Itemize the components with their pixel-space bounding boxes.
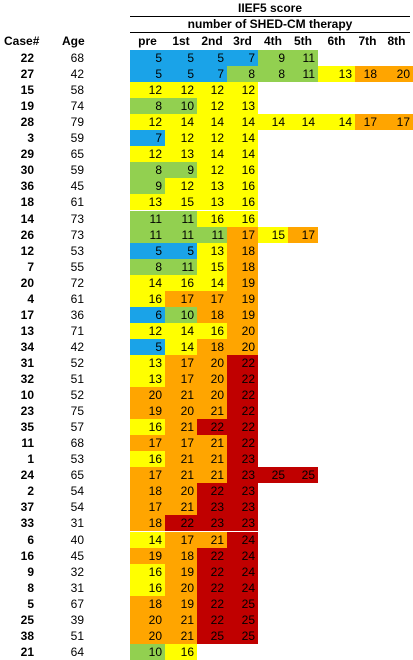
score-cell: 17 — [165, 371, 197, 387]
table-subtitle: number of SHED-CM therapy — [187, 17, 353, 31]
score-cell: 15 — [165, 194, 197, 210]
score-cell: 16 — [165, 644, 197, 660]
score-cell: 12 — [197, 162, 227, 178]
column-header-7th: 7th — [358, 34, 377, 48]
patient-age: 65 — [70, 468, 84, 483]
patient-age: 54 — [70, 484, 84, 499]
case-number: 13 — [20, 323, 34, 338]
score-cell: 21 — [165, 387, 197, 403]
score-cell: 6 — [130, 307, 165, 323]
column-header-3rd: 3rd — [233, 34, 252, 48]
column-header-6th: 6th — [327, 34, 346, 48]
column-header-age: Age — [62, 34, 85, 48]
case-number: 14 — [20, 211, 34, 226]
score-cell: 16 — [197, 323, 227, 339]
score-cell: 17 — [227, 227, 258, 243]
score-cell: 18 — [130, 596, 165, 612]
patient-age: 71 — [70, 323, 84, 338]
patient-age: 59 — [70, 163, 84, 178]
score-cell: 14 — [165, 339, 197, 355]
case-number: 30 — [20, 163, 34, 178]
score-cell: 23 — [227, 515, 258, 531]
score-cell: 16 — [130, 564, 165, 580]
score-cell: 17 — [130, 467, 165, 483]
score-cell: 12 — [130, 146, 165, 162]
patient-age: 61 — [70, 291, 84, 306]
patient-age: 65 — [70, 147, 84, 162]
patient-age: 53 — [70, 452, 84, 467]
score-cell: 22 — [227, 435, 258, 451]
score-cell: 13 — [197, 194, 227, 210]
score-cell: 14 — [288, 114, 318, 130]
score-cell: 20 — [165, 483, 197, 499]
score-cell: 18 — [130, 515, 165, 531]
case-number: 21 — [20, 644, 34, 659]
score-cell: 16 — [130, 451, 165, 467]
score-cell: 18 — [197, 339, 227, 355]
score-cell: 22 — [197, 596, 227, 612]
score-cell: 25 — [288, 467, 318, 483]
patient-age: 73 — [70, 227, 84, 242]
score-cell: 20 — [130, 387, 165, 403]
patient-age: 58 — [70, 83, 84, 98]
case-number: 5 — [27, 596, 34, 611]
score-cell: 22 — [165, 515, 197, 531]
case-number: 11 — [21, 436, 34, 451]
score-cell: 12 — [165, 82, 197, 98]
score-cell: 21 — [165, 467, 197, 483]
score-cell: 5 — [130, 66, 165, 82]
score-cell: 11 — [197, 227, 227, 243]
score-cell: 13 — [130, 355, 165, 371]
score-cell: 20 — [165, 403, 197, 419]
score-cell: 22 — [227, 355, 258, 371]
score-cell: 18 — [227, 259, 258, 275]
score-cell: 18 — [130, 483, 165, 499]
score-cell: 20 — [130, 612, 165, 628]
case-number: 6 — [27, 532, 34, 547]
patient-age: 39 — [70, 612, 84, 627]
patient-age: 31 — [70, 516, 84, 531]
score-cell: 21 — [197, 532, 227, 548]
patient-age: 32 — [70, 564, 84, 579]
score-cell: 16 — [227, 194, 258, 210]
score-cell: 22 — [197, 548, 227, 564]
column-header-8th: 8th — [387, 34, 406, 48]
case-number: 3 — [27, 131, 34, 146]
patient-age: 42 — [70, 339, 84, 354]
score-cell: 10 — [165, 307, 197, 323]
case-number: 32 — [20, 372, 34, 386]
score-cell: 20 — [227, 323, 258, 339]
case-number: 1 — [27, 452, 34, 467]
case-number: 22 — [20, 51, 34, 65]
score-cell: 20 — [130, 628, 165, 644]
case-number: 12 — [20, 243, 34, 258]
score-cell: 21 — [165, 451, 197, 467]
score-cell: 14 — [197, 146, 227, 162]
score-cell: 21 — [165, 628, 197, 644]
case-number: 37 — [20, 500, 34, 515]
patient-age: 36 — [70, 307, 84, 322]
score-cell: 23 — [227, 499, 258, 515]
score-cell: 13 — [318, 66, 355, 82]
score-cell: 7 — [227, 50, 258, 66]
score-cell: 16 — [197, 211, 227, 227]
column-header-pre: pre — [138, 34, 157, 48]
score-cell: 25 — [258, 467, 288, 483]
column-header-4th: 4th — [264, 34, 282, 48]
case-number: 2 — [27, 484, 34, 499]
score-cell: 16 — [130, 419, 165, 435]
score-cell: 5 — [130, 339, 165, 355]
case-number: 15 — [20, 83, 34, 98]
score-cell: 7 — [130, 130, 165, 146]
case-number: 10 — [20, 388, 34, 403]
score-cell: 17 — [130, 499, 165, 515]
patient-age: 52 — [70, 355, 84, 370]
case-number: 17 — [20, 307, 34, 322]
score-cell: 20 — [197, 371, 227, 387]
score-cell: 20 — [227, 339, 258, 355]
case-number: 33 — [20, 516, 34, 531]
score-cell: 25 — [227, 612, 258, 628]
score-cell: 16 — [227, 211, 258, 227]
patient-age: 40 — [70, 532, 84, 547]
score-cell: 13 — [197, 243, 227, 259]
score-cell: 22 — [197, 419, 227, 435]
score-cell: 14 — [258, 114, 288, 130]
score-cell: 19 — [130, 403, 165, 419]
score-cell: 21 — [197, 467, 227, 483]
case-number: 7 — [27, 259, 34, 274]
score-cell: 11 — [130, 227, 165, 243]
score-cell: 20 — [165, 580, 197, 596]
score-cell: 9 — [258, 50, 288, 66]
score-cell: 18 — [165, 548, 197, 564]
score-cell: 11 — [288, 50, 318, 66]
table-title: IIEF5 score — [237, 1, 303, 15]
case-number: 24 — [20, 468, 34, 483]
patient-age: 61 — [70, 195, 84, 210]
case-number: 38 — [20, 628, 34, 643]
score-cell: 14 — [130, 275, 165, 291]
score-cell: 24 — [227, 564, 258, 580]
score-cell: 11 — [288, 66, 318, 82]
case-number: 9 — [27, 564, 34, 579]
patient-age: 72 — [70, 275, 84, 290]
case-number: 31 — [20, 355, 34, 370]
score-cell: 14 — [197, 275, 227, 291]
score-cell: 22 — [227, 403, 258, 419]
patient-age: 51 — [70, 628, 84, 643]
score-cell: 12 — [165, 130, 197, 146]
score-cell: 19 — [165, 564, 197, 580]
case-number: 20 — [20, 275, 34, 290]
score-cell: 18 — [355, 66, 380, 82]
score-cell: 10 — [130, 644, 165, 660]
score-cell: 13 — [130, 371, 165, 387]
score-cell: 20 — [197, 355, 227, 371]
score-cell: 19 — [165, 596, 197, 612]
patient-age: 73 — [70, 211, 84, 226]
score-cell: 19 — [227, 291, 258, 307]
score-cell: 5 — [197, 50, 227, 66]
patient-age: 64 — [70, 644, 84, 659]
patient-age: 59 — [70, 131, 84, 146]
score-cell: 10 — [165, 98, 197, 114]
case-number: 25 — [20, 612, 34, 627]
patient-age: 42 — [70, 67, 84, 82]
score-cell: 23 — [227, 451, 258, 467]
score-cell: 19 — [130, 548, 165, 564]
score-cell: 25 — [227, 628, 258, 644]
score-cell: 22 — [197, 564, 227, 580]
score-cell: 24 — [227, 532, 258, 548]
score-cell: 5 — [130, 243, 165, 259]
patient-age: 67 — [70, 596, 84, 611]
score-cell: 12 — [197, 82, 227, 98]
score-cell: 21 — [197, 435, 227, 451]
score-cell: 14 — [197, 114, 227, 130]
score-cell: 8 — [130, 162, 165, 178]
patient-age: 51 — [70, 372, 84, 386]
score-cell: 5 — [165, 50, 197, 66]
score-cell: 12 — [197, 98, 227, 114]
score-cell: 21 — [165, 612, 197, 628]
score-cell: 9 — [165, 162, 197, 178]
case-number: 4 — [27, 291, 34, 306]
score-cell: 18 — [227, 243, 258, 259]
score-cell: 22 — [197, 612, 227, 628]
score-cell: 21 — [197, 451, 227, 467]
score-cell: 5 — [130, 50, 165, 66]
score-cell: 22 — [227, 387, 258, 403]
patient-age: 45 — [70, 179, 84, 194]
score-cell: 8 — [130, 259, 165, 275]
score-cell: 17 — [288, 227, 318, 243]
score-cell: 25 — [197, 628, 227, 644]
column-header-5th: 5th — [294, 34, 312, 48]
score-cell: 17 — [165, 435, 197, 451]
score-cell: 14 — [165, 323, 197, 339]
case-number: 19 — [20, 99, 34, 114]
score-cell: 20 — [197, 387, 227, 403]
score-cell: 17 — [355, 114, 380, 130]
score-cell: 19 — [227, 275, 258, 291]
patient-age: 57 — [70, 420, 84, 435]
score-cell: 14 — [227, 146, 258, 162]
score-cell: 13 — [165, 146, 197, 162]
score-cell: 22 — [227, 371, 258, 387]
score-cell: 12 — [130, 323, 165, 339]
case-number: 27 — [20, 67, 34, 82]
column-header-2nd: 2nd — [201, 34, 223, 48]
case-number: 35 — [20, 420, 34, 435]
score-cell: 17 — [380, 114, 413, 130]
score-cell: 5 — [165, 243, 197, 259]
score-cell: 12 — [130, 82, 165, 98]
score-cell: 17 — [165, 291, 197, 307]
score-cell: 21 — [165, 499, 197, 515]
case-number: 36 — [20, 179, 34, 194]
column-header-case: Case# — [4, 34, 40, 48]
score-cell: 15 — [258, 227, 288, 243]
score-cell: 11 — [130, 211, 165, 227]
score-cell: 12 — [197, 130, 227, 146]
score-cell: 19 — [227, 307, 258, 323]
score-cell: 11 — [165, 227, 197, 243]
patient-age: 55 — [70, 259, 84, 274]
patient-age: 31 — [70, 580, 84, 595]
score-cell: 24 — [227, 580, 258, 596]
score-cell: 13 — [197, 178, 227, 194]
score-cell: 11 — [165, 259, 197, 275]
patient-age: 45 — [70, 548, 84, 563]
case-number: 26 — [20, 227, 34, 242]
patient-age: 52 — [70, 388, 84, 403]
score-cell: 14 — [130, 532, 165, 548]
score-cell: 17 — [130, 435, 165, 451]
score-cell: 16 — [165, 275, 197, 291]
patient-age: 54 — [70, 500, 84, 515]
score-cell: 16 — [227, 178, 258, 194]
score-cell: 14 — [227, 130, 258, 146]
case-number: 18 — [20, 195, 34, 210]
score-cell: 13 — [130, 194, 165, 210]
case-number: 8 — [27, 580, 34, 595]
case-number: 29 — [20, 147, 34, 162]
patient-age: 53 — [70, 243, 84, 258]
score-cell: 8 — [130, 98, 165, 114]
patient-age: 68 — [70, 51, 84, 65]
score-cell: 18 — [197, 307, 227, 323]
case-number: 34 — [20, 339, 34, 354]
score-cell: 23 — [197, 515, 227, 531]
score-cell: 17 — [197, 291, 227, 307]
score-cell: 14 — [227, 114, 258, 130]
score-cell: 22 — [197, 483, 227, 499]
score-cell: 21 — [197, 403, 227, 419]
score-cell: 5 — [165, 66, 197, 82]
column-header-1st: 1st — [172, 34, 190, 48]
score-cell: 21 — [165, 419, 197, 435]
score-cell: 13 — [227, 98, 258, 114]
score-cell: 23 — [227, 483, 258, 499]
score-cell: 9 — [130, 178, 165, 194]
score-cell: 16 — [227, 162, 258, 178]
patient-age: 75 — [70, 404, 84, 419]
patient-age: 79 — [70, 115, 84, 130]
case-number: 28 — [20, 115, 34, 130]
patient-age: 74 — [70, 99, 84, 114]
score-cell: 14 — [318, 114, 355, 130]
score-cell: 8 — [258, 66, 288, 82]
score-cell: 7 — [197, 66, 227, 82]
score-cell: 12 — [227, 82, 258, 98]
score-cell: 17 — [165, 532, 197, 548]
score-cell: 11 — [165, 211, 197, 227]
score-cell: 14 — [165, 114, 197, 130]
score-cell: 22 — [197, 580, 227, 596]
case-number: 23 — [20, 404, 34, 419]
patient-age: 68 — [70, 436, 84, 451]
score-cell: 20 — [380, 66, 413, 82]
score-cell: 24 — [227, 548, 258, 564]
score-cell: 22 — [227, 419, 258, 435]
case-number: 16 — [20, 548, 34, 563]
score-cell: 25 — [227, 596, 258, 612]
score-cell: 12 — [165, 178, 197, 194]
score-cell: 23 — [227, 467, 258, 483]
subtitle-underline — [130, 32, 410, 33]
score-cell: 16 — [130, 580, 165, 596]
score-cell: 17 — [165, 355, 197, 371]
score-cell: 16 — [130, 291, 165, 307]
score-cell: 15 — [197, 259, 227, 275]
score-cell: 23 — [197, 499, 227, 515]
score-cell: 8 — [227, 66, 258, 82]
score-cell: 12 — [130, 114, 165, 130]
